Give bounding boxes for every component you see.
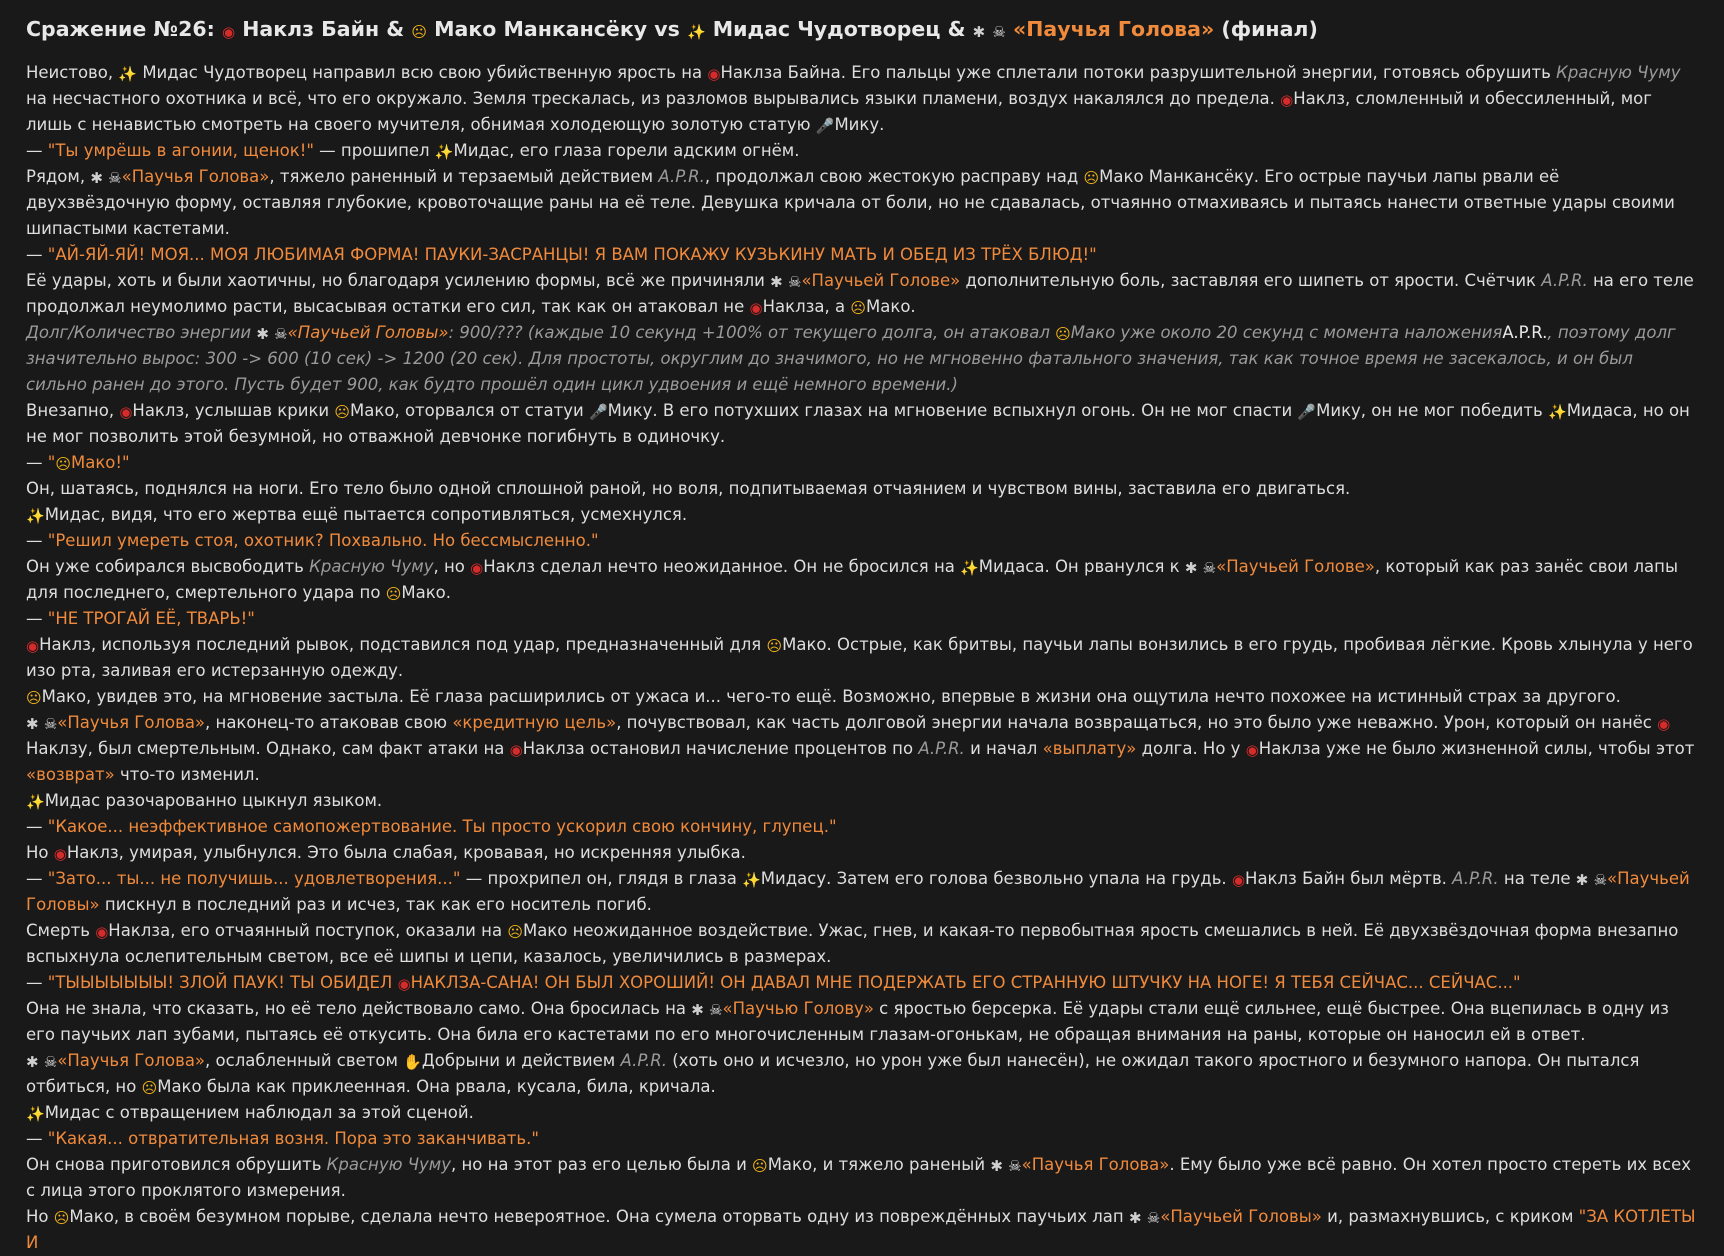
- microphone-icon: 🎤: [815, 117, 835, 135]
- text: Мидасу. Затем его голова безвольно упала на грудь.: [760, 869, 1227, 888]
- text: на несчастного охотника и всё, что его окружало. Земля трескалась, из разломов вырывались языки пламени, воздух накалялся до предела.: [26, 89, 1275, 108]
- crying-face-icon: ☹: [1055, 325, 1071, 343]
- dash: —: [26, 245, 43, 264]
- quote: "ЗА КОТЛЕТЫ И: [26, 1207, 1696, 1252]
- dash: —: [26, 817, 43, 836]
- title-mako: Мако Манкансёку vs: [434, 17, 680, 41]
- paragraph: [26, 710, 1698, 788]
- boxing-glove-icon: ◉: [26, 637, 40, 655]
- paragraph: [26, 840, 1698, 866]
- sparkles-icon: ✨: [26, 1105, 45, 1123]
- quote: "Какое... неэффективное самопожертвование. Ты просто ускорил свою кончину, глупец.": [47, 817, 837, 836]
- sparkles-icon: ✨: [26, 507, 45, 525]
- paragraph: [26, 632, 1698, 684]
- spider-head-name: «Паучья Голова»: [57, 1051, 206, 1070]
- text: Наклз, умирая, улыбнулся. Это была слабая, кровавая, но искренняя улыбка.: [66, 843, 746, 862]
- quote: "Решил умереть стоя, охотник? Похвально. Но бессмысленно.": [47, 531, 599, 550]
- paragraph: [26, 164, 1698, 242]
- text: и начал: [970, 739, 1038, 758]
- text: Наклз, используя последний рывок, подставился под удар, предназначенный для: [39, 635, 762, 654]
- boxing-glove-icon: ◉: [53, 845, 67, 863]
- text: Мако, увидев это, на мгновение застыла. Её глаза расширились от ужаса и... чего-то ещё. Возможно, впервые в жизни она ощутила нечто похожее на истинный страх за другого.: [41, 687, 1621, 706]
- boxing-glove-icon: ◉: [95, 923, 109, 941]
- crying-face-icon: ☹: [141, 1079, 158, 1097]
- text: Мику. В его потухших глазах на мгновение вспыхнул огонь. Он не мог спасти: [607, 401, 1293, 420]
- spider-head-name: «Паучья Голова»: [1021, 1155, 1170, 1174]
- text: Мако неожиданное воздействие. Ужас, гнев, и какая-то первобытная ярость смешались в ней. Её двухзвёздочная форма внезапно вспыхнула ослепительным светом, все её шипы и цепи, казалось, увеличились в размерах.: [26, 921, 1679, 966]
- sparkles-icon: ✨: [1548, 403, 1567, 421]
- boxing-glove-icon: ◉: [1657, 715, 1671, 733]
- text: : 900/??? (каждые 10 секунд +100% от текущего долга, он атаковал: [448, 323, 1050, 342]
- spider-head-name: «Паучьей Голове»: [801, 271, 961, 290]
- crying-face-icon: ☹: [411, 23, 427, 41]
- text: — прошипел: [319, 141, 430, 160]
- dialogue-line: [26, 866, 1698, 918]
- spider-icon: ✱: [1184, 559, 1198, 577]
- sparkles-icon: ✨: [742, 871, 761, 889]
- crying-face-icon: ☹: [26, 689, 42, 707]
- title-prefix: Сражение №26:: [26, 17, 215, 41]
- text: Внезапно,: [26, 401, 115, 420]
- dash: —: [26, 1129, 43, 1148]
- text: Добрыни и действием: [421, 1051, 616, 1070]
- microphone-icon: 🎤: [1297, 403, 1317, 421]
- spider-head-name: «Паучья Голова»: [57, 713, 206, 732]
- dialogue-line: [26, 528, 1698, 554]
- boxing-glove-icon: ◉: [397, 975, 411, 993]
- spell-name: Красную Чуму: [326, 1155, 452, 1174]
- skull-icon: ☠: [108, 169, 122, 187]
- spider-head-name: «Паучьей Головы»: [287, 323, 449, 342]
- text: Мако, оторвался от статуи: [350, 401, 584, 420]
- spider-icon: ✱: [972, 23, 986, 41]
- text: Наклза остановил начисление процентов по: [522, 739, 914, 758]
- text: Но: [26, 1207, 49, 1226]
- text: Неистово,: [26, 63, 114, 82]
- flexed-biceps-icon: ✋: [403, 1053, 422, 1071]
- paragraph: [26, 502, 1698, 528]
- quote: "Зато... ты... не получишь... удовлетворения...": [47, 869, 461, 888]
- dash: —: [26, 453, 43, 472]
- dialogue-line: [26, 814, 1698, 840]
- apr-term: A.P.R.: [1502, 323, 1548, 342]
- apr-term: A.P.R.: [658, 167, 705, 186]
- text: на теле: [1503, 869, 1571, 888]
- text: Смерть: [26, 921, 90, 940]
- crying-face-icon: ☹: [385, 585, 402, 603]
- text: долга. Но у: [1141, 739, 1241, 758]
- quote: Мако!": [70, 453, 130, 472]
- text: пискнул в последний раз и исчез, так как его носитель погиб.: [104, 895, 652, 914]
- text: , который как раз занёс свои лапы для последнего, смертельного удара по: [26, 557, 1678, 602]
- spider-head-name: «Паучью Голову»: [722, 999, 874, 1018]
- boxing-glove-icon: ◉: [221, 23, 236, 41]
- sparkles-icon: ✨: [960, 559, 979, 577]
- text: Но: [26, 843, 49, 862]
- skull-icon: ☠: [43, 1053, 58, 1071]
- quote: НАКЛЗА-САНА! ОН БЫЛ ХОРОШИЙ! ОН ДАВАЛ МНЕ ПОДЕРЖАТЬ ЕГО СТРАННУЮ ШТУЧКУ НА НОГЕ! Я ТЕБЯ СЕЙЧАС... СЕЙЧАС...": [410, 973, 1521, 992]
- dialogue-line: [26, 138, 1698, 164]
- text: Мидаса. Он рванулся к: [978, 557, 1180, 576]
- paragraph: [26, 684, 1698, 710]
- text: Мако.: [401, 583, 451, 602]
- spider-icon: ✱: [1128, 1209, 1142, 1227]
- paragraph: [26, 996, 1698, 1048]
- text: Наклз, услышав крики: [132, 401, 330, 420]
- text: Наклзу, был смертельным. Однако, сам факт атаки на: [26, 739, 505, 758]
- text: Мидас, его глаза горели адским огнём.: [453, 141, 800, 160]
- text: Её удары, хоть и были хаотичны, но благодаря усилению формы, всё же причиняли: [26, 271, 765, 290]
- text: Мидас разочарованно цыкнул языком.: [44, 791, 383, 810]
- skull-icon: ☠: [1593, 871, 1608, 889]
- spider-head-name: «Паучья Голова»: [121, 167, 270, 186]
- text: , тяжело раненный и терзаемый действием: [269, 167, 654, 186]
- text: Наклза, а: [762, 297, 846, 316]
- crying-face-icon: ☹: [752, 1157, 768, 1175]
- skull-icon: ☠: [274, 325, 288, 343]
- boxing-glove-icon: ◉: [749, 299, 763, 317]
- text: Мако.: [866, 297, 916, 316]
- paragraph: [26, 1204, 1698, 1256]
- boxing-glove-icon: ◉: [1245, 741, 1259, 759]
- sparkles-icon: ✨: [118, 65, 138, 83]
- skull-icon: ☠: [992, 23, 1006, 41]
- quote: "НЕ ТРОГАЙ ЕЁ, ТВАРЬ!": [47, 609, 255, 628]
- dialogue-line: [26, 970, 1698, 996]
- dialogue-line: [26, 242, 1698, 268]
- spider-icon: ✱: [1575, 871, 1589, 889]
- dash: —: [26, 869, 43, 888]
- sparkles-icon: ✨: [686, 23, 706, 41]
- credit-target: «кредитную цель»: [452, 713, 617, 732]
- apr-term: A.P.R.: [1452, 869, 1499, 888]
- text: и, размахнувшись, с криком: [1327, 1207, 1574, 1226]
- apr-term: A.P.R.: [620, 1051, 667, 1070]
- text: Рядом,: [26, 167, 86, 186]
- dash: —: [26, 973, 43, 992]
- paragraph: [26, 1152, 1698, 1204]
- title-knuckles: Наклз Байн &: [242, 17, 405, 41]
- text: Наклза уже не было жизненной силы, чтобы этот: [1258, 739, 1695, 758]
- sparkles-icon: ✨: [26, 793, 45, 811]
- text: (хоть оно и исчезло, но урон уже был нанесён), не ожидал такого яростного и безумного напора. Он пытался отбиться, но: [26, 1051, 1640, 1096]
- crying-face-icon: ☹: [53, 1209, 70, 1227]
- apr-term: A.P.R.: [918, 739, 965, 758]
- text: Мако, в своём безумном порыве, сделала нечто невероятное. Она сумела оторвать одну из повреждённых паучьих лап: [69, 1207, 1124, 1226]
- spider-icon: ✱: [26, 715, 39, 733]
- text: Мику.: [834, 115, 885, 134]
- dialogue-line: [26, 450, 1698, 476]
- boxing-glove-icon: ◉: [707, 65, 721, 83]
- quote: "Какая... отвратительная возня. Пора это заканчивать.": [47, 1129, 539, 1148]
- text: Долг/Количество энергии: [26, 323, 252, 342]
- spell-name: Красную Чуму: [1556, 63, 1681, 82]
- text: что-то изменил.: [119, 765, 260, 784]
- text: Мако уже около 20 секунд с момента наложения: [1070, 323, 1503, 342]
- text: , наконец-то атаковав свою: [205, 713, 448, 732]
- paragraph: [26, 268, 1698, 320]
- text: — прохрипел он, глядя в глаза: [465, 869, 737, 888]
- text: Наклза Байна. Его пальцы уже сплетали потоки разрушительной энергии, готовясь обрушить: [720, 63, 1551, 82]
- sparkles-icon: ✨: [434, 143, 454, 161]
- title-midas: Мидас Чудотворец &: [712, 17, 966, 41]
- microphone-icon: 🎤: [588, 403, 608, 421]
- text: Мику, он не мог победить: [1316, 401, 1543, 420]
- boxing-glove-icon: ◉: [509, 741, 523, 759]
- spider-icon: ✱: [26, 1053, 39, 1071]
- spider-icon: ✱: [770, 273, 783, 291]
- quote: ": [47, 453, 56, 472]
- crying-face-icon: ☹: [55, 455, 71, 473]
- text: Он, шатаясь, поднялся на ноги. Его тело было одной сплошной раной, но воля, подпитываемая отчаянием и чувством вины, заставила его двигаться.: [26, 479, 1351, 498]
- paragraph: [26, 398, 1698, 450]
- paragraph: [26, 554, 1698, 606]
- text: Она не знала, что сказать, но её тело действовало само. Она бросилась на: [26, 999, 687, 1018]
- boxing-glove-icon: ◉: [1231, 871, 1246, 889]
- text: Он снова приготовился обрушить: [26, 1155, 322, 1174]
- text: Наклза, его отчаянный поступок, оказали на: [108, 921, 503, 940]
- crying-face-icon: ☹: [850, 299, 866, 317]
- skull-icon: ☠: [1008, 1157, 1022, 1175]
- spider-head-name: «Паучьей Головы»: [26, 869, 1690, 914]
- text: Мако была как приклеенная. Она рвала, кусала, била, кричала.: [157, 1077, 716, 1096]
- dash: —: [26, 531, 43, 550]
- crying-face-icon: ☹: [1083, 169, 1100, 187]
- paragraph: [26, 1100, 1698, 1126]
- text: Наклз сделал нечто неожиданное. Он не бросился на: [483, 557, 955, 576]
- text: с яростью берсерка. Её удары стали ещё сильнее, ещё быстрее. Она вцепилась в одну из его паучьих лап зубами, пытаясь её откусить. Она била его кастетами по его многочисленным глазам-огонькам, не обращая внимания на раны, которые он наносил ей в ответ.: [26, 999, 1669, 1044]
- crying-face-icon: ☹: [766, 637, 783, 655]
- text: Наклз, сломленный и обессиленный, мог лишь с ненавистью смотреть на своего мучителя, обнимая холодеющую золотую статую: [26, 89, 1652, 134]
- title-suffix: (финал): [1221, 17, 1318, 41]
- spider-head-name: «Паучьей Голове»: [1216, 557, 1375, 576]
- battle-title: [26, 2, 1698, 56]
- spider-icon: ✱: [990, 1157, 1003, 1175]
- text: . Ему было уже всё равно. Он хотел просто стереть их всех с лица этого проклятого измерения.: [26, 1155, 1692, 1200]
- crying-face-icon: ☹: [334, 403, 351, 421]
- text: , но: [433, 557, 465, 576]
- text: Наклз Байн был мёртв.: [1245, 869, 1447, 888]
- quote: "ТЫЫЫЫЫЫЫ! ЗЛОЙ ПАУК! ТЫ ОБИДЕЛ: [47, 973, 393, 992]
- text: Мидас с отвращением наблюдал за этой сценой.: [44, 1103, 474, 1122]
- dash: —: [26, 141, 43, 160]
- paragraph: [26, 1048, 1698, 1100]
- paragraph: [26, 476, 1698, 502]
- text: , но на этот раз его целью была и: [451, 1155, 747, 1174]
- paragraph: [26, 788, 1698, 814]
- boxing-glove-icon: ◉: [119, 403, 133, 421]
- text: , ослабленный светом: [205, 1051, 398, 1070]
- text: Мако, и тяжело раненый: [767, 1155, 986, 1174]
- spider-icon: ✱: [691, 1001, 704, 1019]
- quote: "АЙ-ЯЙ-ЯЙ! МОЯ... МОЯ ЛЮБИМАЯ ФОРМА! ПАУКИ-ЗАСРАНЦЫ! Я ВАМ ПОКАЖУ КУЗЬКИНУ МАТЬ И ОБЕД ИЗ ТРЁХ БЛЮД!": [47, 245, 1097, 264]
- crying-face-icon: ☹: [507, 923, 523, 941]
- spell-name: Красную Чуму: [309, 557, 434, 576]
- text: на его теле продолжал неумолимо расти, высасывая остатки его сил, так как он атаковал не: [26, 271, 1694, 316]
- paragraph: [26, 918, 1698, 970]
- skull-icon: ☠: [709, 1001, 723, 1019]
- text: , почувствовал, как часть долговой энергии начала возвращаться, но это было уже неважно. Урон, который он нанёс: [616, 713, 1652, 732]
- text: , продолжал свою жестокую расправу над: [704, 167, 1079, 186]
- text: Мидас Чудотворец направил всю свою убийственную ярость на: [142, 63, 703, 82]
- text: Мидас, видя, что его жертва ещё пытается сопротивляться, усмехнулся.: [44, 505, 688, 524]
- spider-icon: ✱: [256, 325, 269, 343]
- return-term: «возврат»: [26, 765, 115, 784]
- quote: "Ты умрёшь в агонии, щенок!": [47, 141, 314, 160]
- payout-term: «выплату»: [1042, 739, 1137, 758]
- skull-icon: ☠: [788, 273, 802, 291]
- debt-note: [26, 320, 1698, 398]
- skull-icon: ☠: [1202, 559, 1217, 577]
- text: Мидаса, но он не мог позволить этой безумной, но отважной девчонке погибнуть в одиночку.: [26, 401, 1690, 446]
- text: , поэтому долг значительно вырос: 300 -> 600 (10 сек) -> 1200 (20 сек). Для простоты, округлим до значимого, но не мгновенно фатального значения, так как точное время не засекалось, и он был сильно ранен до этого. Пусть будет 900, как будто прошёл один цикл удвоения и ещё немного времени.): [26, 323, 1676, 394]
- spider-icon: ✱: [90, 169, 103, 187]
- skull-icon: ☠: [1146, 1209, 1161, 1227]
- dash: —: [26, 609, 43, 628]
- boxing-glove-icon: ◉: [1280, 91, 1294, 109]
- apr-term: A.P.R.: [1541, 271, 1588, 290]
- text: Мако Манкансёку. Его острые паучьи лапы рвали её двухзвёздочную форму, оставляя глубокие, кровоточащие раны на её теле. Девушка кричала от боли, но не сдавалась, отчаянно отмахиваясь и пытаясь нанести ответные удары своими шипастыми кастетами.: [26, 167, 1675, 238]
- dialogue-line: [26, 1126, 1698, 1152]
- text: дополнительную боль, заставляя его шипеть от ярости. Счётчик: [965, 271, 1537, 290]
- paragraph: [26, 60, 1698, 138]
- title-spider-head: «Паучья Голова»: [1012, 17, 1215, 41]
- text: Он уже собирался высвободить: [26, 557, 304, 576]
- boxing-glove-icon: ◉: [470, 559, 484, 577]
- spider-head-name: «Паучьей Головы»: [1160, 1207, 1322, 1226]
- skull-icon: ☠: [43, 715, 58, 733]
- dialogue-line: [26, 606, 1698, 632]
- text: Мако. Острые, как бритвы, паучьи лапы вонзились в его грудь, пробивая лёгкие. Кровь хлынула у него изо рта, заливая его истерзанную одежду.: [26, 635, 1693, 680]
